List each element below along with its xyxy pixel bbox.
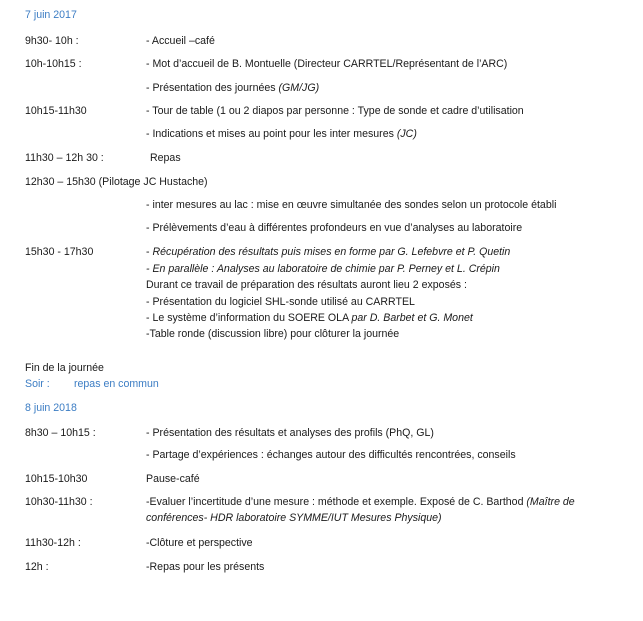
day1-r13-text: - Présentation du logiciel SHL-sonde utilisé au CARRTEL bbox=[146, 296, 415, 308]
day1-r2-text: - Mot d’accueil de B. Montuelle (Directeur CARRTEL/Représentant de l’ARC) bbox=[146, 58, 508, 70]
day1-r7-time: 12h30 – 15h30 (Pilotage JC Hustache) bbox=[25, 176, 208, 188]
day2-r5-time: 11h30-12h : bbox=[25, 537, 81, 549]
day2-r3-time: 10h15-10h30 bbox=[25, 473, 88, 485]
day1-r5-em: (JC) bbox=[396, 128, 417, 140]
day1-r10-em: Récupération des résultats puis mises en forme par G. Lefebvre et P. Quetin bbox=[152, 246, 511, 258]
day2-r6-time: 12h : bbox=[25, 561, 49, 573]
day1-r3-text: - Présentation des journées bbox=[146, 82, 279, 94]
day2-r5-text: -Clôture et perspective bbox=[146, 537, 253, 549]
day1-r10: - Récupération des résultats puis mises en forme par G. Lefebvre et P. Quetin bbox=[146, 246, 511, 258]
day1-r2-time: 10h-10h15 : bbox=[25, 58, 82, 70]
day2-r4-cont bbox=[146, 511, 442, 525]
day2-r4-text: -Evaluer l’incertitude d’une mesure : méthode et exemple. Exposé de C. Barthod bbox=[146, 496, 527, 508]
day1-r14-em: par D. Barbet et G. Monet bbox=[351, 312, 473, 324]
day2-date: 8 juin 2018 bbox=[25, 402, 77, 414]
day1-date: 7 juin 2017 bbox=[25, 9, 77, 21]
day1-r9-text: - Prélèvements d’eau à différentes profondeurs en vue d’analyses au laboratoire bbox=[146, 222, 523, 234]
day2-r3-text: Pause-café bbox=[146, 473, 200, 485]
day2-r2-text: - Partage d’expériences : échanges autour des difficultés rencontrées, conseils bbox=[146, 449, 516, 461]
day1-r15-text: -Table ronde (discussion libre) pour clôturer la journée bbox=[146, 328, 400, 340]
day1-r3-em: (GM/JG) bbox=[278, 82, 320, 94]
day1-r11 bbox=[146, 262, 500, 276]
day1-soir-text: repas en commun bbox=[74, 378, 159, 390]
day1-r14-text: - Le système d’information du SOERE OLA bbox=[146, 312, 352, 324]
day1-r4-text: - Tour de table (1 ou 2 diapos par personne : Type de sonde et cadre d’utilisation bbox=[146, 105, 524, 117]
day1-r14 bbox=[146, 311, 473, 325]
day1-r12-text: Durant ce travail de préparation des résultats auront lieu 2 exposés : bbox=[146, 279, 467, 291]
day1-r3 bbox=[146, 81, 319, 95]
day2-r4-em2: conférences- HDR laboratoire SYMME/IUT Mesures Physique) bbox=[146, 512, 442, 524]
day2-r4-time: 10h30-11h30 : bbox=[25, 496, 93, 508]
day2-r4 bbox=[146, 495, 575, 509]
day1-r10-time: 15h30 - 17h30 bbox=[25, 246, 94, 258]
day1-r6-text: Repas bbox=[150, 152, 181, 164]
day1-r4-time: 10h15-11h30 bbox=[25, 105, 87, 117]
day1-r5 bbox=[146, 127, 417, 141]
day1-end: Fin de la journée bbox=[25, 362, 104, 374]
day1-r5-text: - Indications et mises au point pour les inter mesures bbox=[146, 128, 397, 140]
day1-r8-text: - inter mesures au lac : mise en œuvre simultanée des sondes selon un protocole établi bbox=[146, 199, 557, 211]
day1-r1-time: 9h30- 10h : bbox=[25, 35, 79, 47]
day2-r4-em: (Maître de bbox=[526, 496, 575, 508]
day2-r1-time: 8h30 – 10h15 : bbox=[25, 427, 96, 439]
day2-r6-text: -Repas pour les présents bbox=[146, 561, 265, 573]
day1-r6-time: 11h30 – 12h 30 : bbox=[25, 152, 104, 164]
day1-r1-text: - Accueil –café bbox=[146, 35, 215, 47]
day1-r11-em: - En parallèle : Analyses au laboratoire de chimie par P. Perney et L. Crépin bbox=[146, 263, 500, 275]
day2-r1-text: - Présentation des résultats et analyses des profils (PhQ, GL) bbox=[146, 427, 434, 439]
day1-soir-label: Soir : bbox=[25, 378, 50, 390]
